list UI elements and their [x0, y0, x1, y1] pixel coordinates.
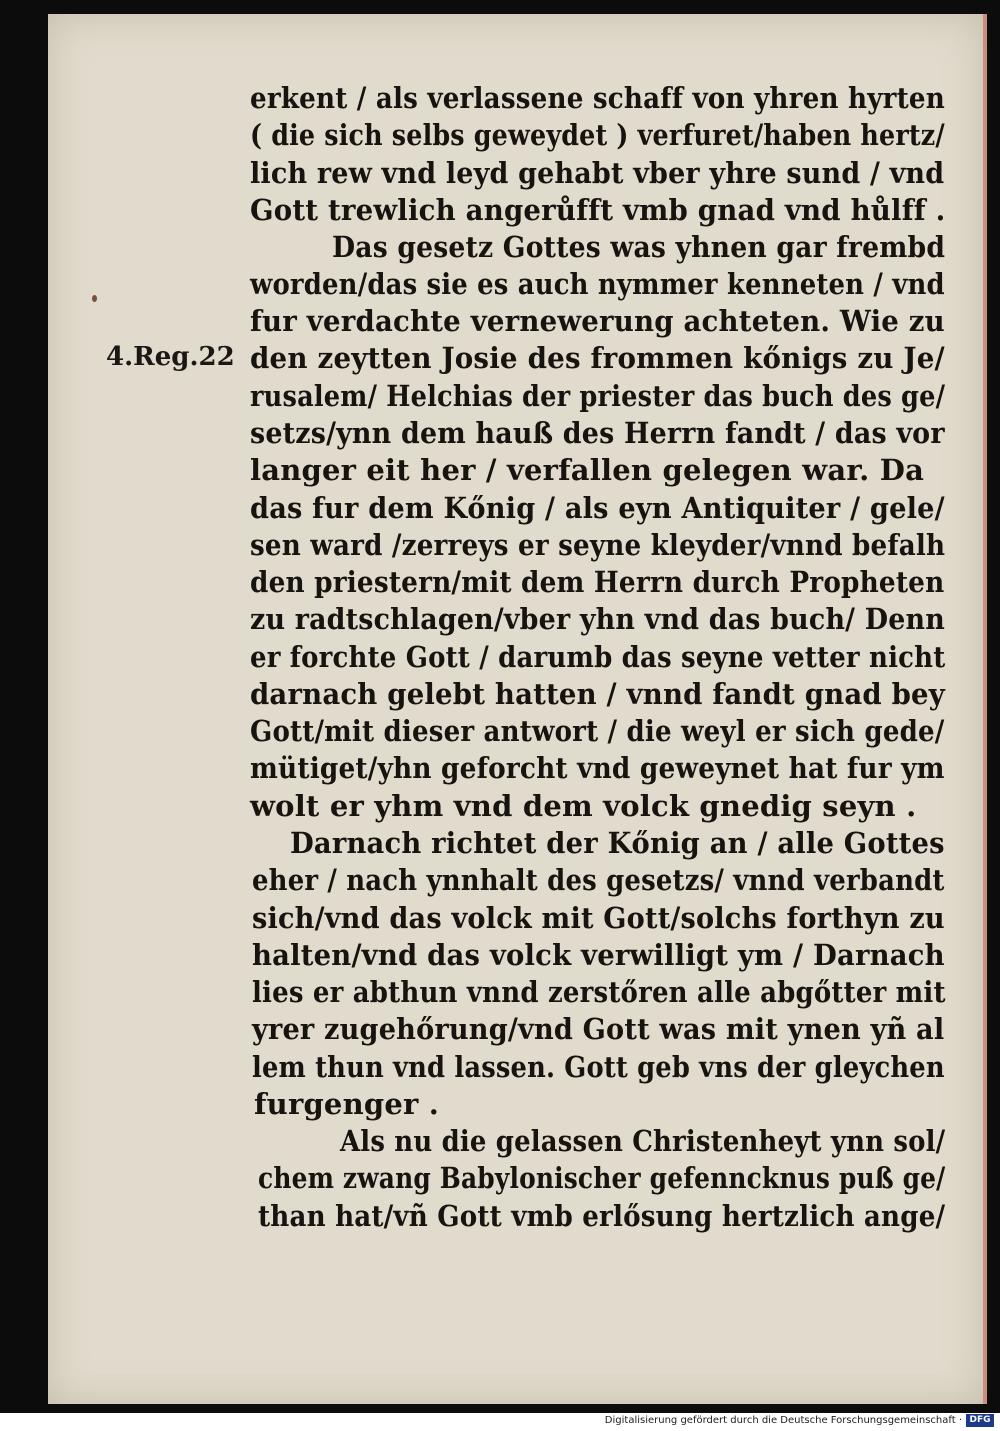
text-line: chem zwang Babylonischer gefenncknus puß ge/ [258, 1161, 946, 1195]
text-line: darnach gelebt hatten / vnnd fandt gnad bey [250, 677, 945, 711]
text-line: worden/das sie es auch nymmer kenneten / vnd [250, 267, 945, 301]
text-line: wolt er yhm vnd dem volck gnedig seyn . [250, 789, 917, 823]
text-line: setzs/ynn dem hauß des Herrn fandt / das vor [250, 416, 945, 450]
text-line: Als nu die gelassen Christenheyt ynn sol/ [340, 1124, 946, 1158]
text-line: das fur dem Kőnig / als eyn Antiquiter / gele/ [250, 491, 945, 525]
text-line: ( die sich selbs geweydet ) verfuret/haben hertz/ [250, 118, 945, 152]
text-line: eher / nach ynnhalt des gesetzs/ vnnd verbandt [252, 863, 945, 897]
text-line: den zeytten Josie des frommen kőnigs zu Je/ [250, 341, 945, 375]
text-line: Gott/mit dieser antwort / die weyl er sich gede/ [250, 714, 945, 748]
text-line: erkent / als verlassene schaff von yhren hyrten [250, 81, 945, 115]
text-line: than hat/vñ Gott vmb erlősung hertzlich ange/ [258, 1199, 946, 1233]
paper-stain [92, 295, 97, 302]
text-line: lem thun vnd lassen. Gott geb vns der gleychen [252, 1050, 945, 1084]
text-line: zu radtschlagen/vber yhn vnd das buch/ Denn [250, 602, 945, 636]
dfg-logo-icon: DFG [966, 1414, 994, 1427]
text-line: Das gesetz Gottes was yhnen gar frembd [332, 230, 946, 264]
margin-note: 4.Reg.22 [106, 342, 235, 372]
text-line: rusalem/ Helchias der priester das buch des ge/ [250, 379, 946, 413]
text-line: er forchte Gott / darumb das seyne vetter nicht [250, 640, 946, 674]
text-line: furgenger . [254, 1087, 440, 1121]
text-line: lies er abthun vnnd zerstőren alle abgőtter mit [252, 975, 946, 1009]
text-line: fur verdachte vernewerung achteten. Wie zu [250, 304, 945, 338]
text-line: sen ward /zerreys er seyne kleyder/vnnd befalh [250, 528, 946, 562]
text-line: lich rew vnd leyd gehabt vber yhre sund / vnd [250, 156, 945, 190]
text-line: sich/vnd das volck mit Gott/solchs forthyn zu [252, 901, 945, 935]
text-line: mütiget/yhn geforcht vnd geweynet hat fur ym [250, 751, 945, 785]
digitization-credit: Digitalisierung gefördert durch die Deutsche Forschungsgemeinschaft · [604, 1415, 962, 1426]
text-line: den priestern/mit dem Herrn durch Propheten [250, 565, 945, 599]
text-line: langer eit her / verfallen gelegen war. Da [250, 453, 925, 487]
text-line: Gott trewlich angerůfft vmb gnad vnd hůlff . [250, 193, 946, 227]
text-line: halten/vnd das volck verwilligt ym / Darnach [252, 938, 945, 972]
text-line: yrer zugehőrung/vnd Gott was mit ynen yñ al [252, 1012, 945, 1046]
text-line: Darnach richtet der Kőnig an / alle Gottes [290, 826, 945, 860]
